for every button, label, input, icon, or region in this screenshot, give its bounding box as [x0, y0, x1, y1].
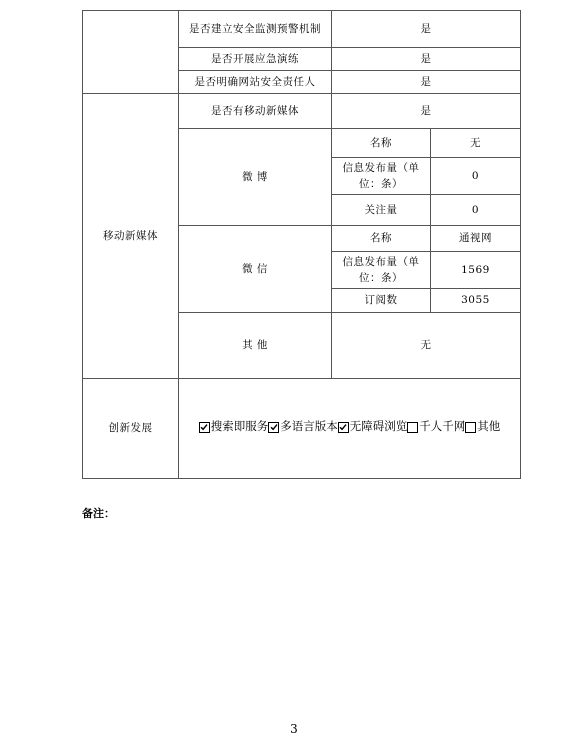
note-label: 备注：: [82, 507, 115, 520]
innovation-option-label: 千人千网: [419, 419, 466, 434]
weibo-label: 微 博: [179, 129, 332, 226]
innovation-option: [407, 418, 465, 436]
weibo-name-value: 无: [431, 129, 521, 158]
checked-box-icon: [338, 422, 349, 433]
wechat-label: 微 信: [179, 226, 332, 313]
other-label: 其 他: [179, 313, 332, 379]
row-label: 是否明确网站安全责任人: [179, 71, 332, 94]
innovation-option-label: 多语言版本: [280, 419, 338, 434]
other-value: 无: [332, 313, 521, 379]
weibo-followers-value: 0: [431, 195, 521, 226]
innovation-option-label: 其他: [477, 419, 501, 434]
innovation-option: [268, 418, 338, 436]
row-value: 是: [332, 11, 521, 48]
wechat-subscribers-label: 订阅数: [332, 289, 431, 313]
innovation-option: [338, 418, 408, 436]
page-number: 3: [290, 722, 298, 736]
row-value: 是: [332, 71, 521, 94]
report-table: [82, 10, 521, 479]
security-section-cell: [83, 11, 179, 94]
wechat-posts-value: 1569: [431, 252, 521, 289]
weibo-posts-value: 0: [431, 158, 521, 195]
innovation-option-label: 无障碍浏览: [349, 419, 408, 434]
wechat-subscribers-value: 3055: [431, 289, 521, 313]
wechat-name-label: 名称: [332, 226, 431, 252]
innovation-option-label: 搜索即服务: [210, 419, 269, 434]
weibo-posts-label: 信息发布量（单位：条）: [332, 158, 431, 195]
innovation-option: [199, 418, 269, 436]
checked-box-icon: [199, 422, 210, 433]
innovation-option: [465, 418, 500, 436]
mobile-section-label: 移动新媒体: [83, 94, 179, 379]
innovation-options-cell: [179, 379, 521, 479]
innovation-section-label: 创新发展: [83, 379, 179, 479]
weibo-name-label: 名称: [332, 129, 431, 158]
row-label: 是否开展应急演练: [179, 48, 332, 71]
has-mobile-value: 是: [332, 94, 521, 129]
wechat-name-value: 通视网: [431, 226, 521, 252]
checked-box-icon: [268, 422, 279, 433]
weibo-followers-label: 关注量: [332, 195, 431, 226]
wechat-posts-label: 信息发布量（单位：条）: [332, 252, 431, 289]
unchecked-box-icon: [407, 422, 418, 433]
row-value: 是: [332, 48, 521, 71]
has-mobile-label: 是否有移动新媒体: [179, 94, 332, 129]
unchecked-box-icon: [465, 422, 476, 433]
row-label: 是否建立安全监测预警机制: [179, 11, 332, 48]
innovation-options: [199, 418, 501, 436]
